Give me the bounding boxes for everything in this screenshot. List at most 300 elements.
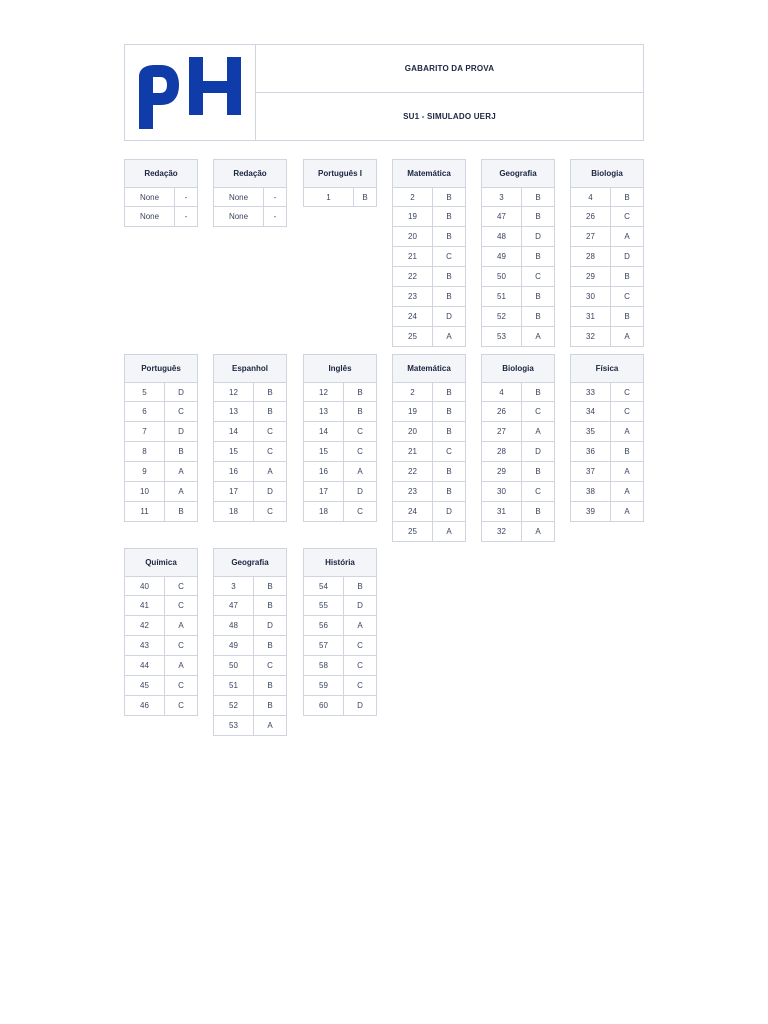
table-row	[124, 462, 198, 482]
table-row	[570, 422, 644, 442]
answer-letter: C	[624, 387, 630, 397]
question-number: 24	[393, 502, 433, 521]
question-number: 10	[125, 482, 165, 501]
question-number: 30	[482, 482, 522, 501]
question-number: 42	[125, 616, 165, 635]
table-row	[392, 227, 466, 247]
answer-letter: D	[267, 487, 273, 496]
question-number: 19	[393, 207, 433, 226]
answer-letter: D	[178, 427, 184, 436]
question-number: 59	[304, 676, 344, 695]
answer-letter: A	[446, 527, 452, 536]
table-row	[570, 482, 644, 502]
question-number: 35	[571, 422, 611, 441]
answer-letter: B	[535, 292, 541, 301]
table-row	[570, 382, 644, 402]
table-row	[303, 596, 377, 616]
question-number: 48	[482, 227, 522, 246]
answer-letter: C	[624, 212, 630, 221]
table-row	[303, 402, 377, 422]
answer-letter: B	[535, 212, 541, 221]
table-row	[213, 596, 287, 616]
table-row	[570, 442, 644, 462]
question-number: 46	[125, 696, 165, 715]
answer-table	[124, 354, 198, 522]
question-number: 58	[304, 656, 344, 675]
table-row	[303, 382, 377, 402]
question-number: 31	[571, 307, 611, 326]
question-number: 20	[393, 227, 433, 246]
table-subject-header: Matemática	[392, 354, 466, 382]
answer-table	[213, 159, 287, 227]
question-number: 14	[304, 422, 344, 441]
question-number: 6	[125, 402, 165, 421]
question-number: 21	[393, 247, 433, 266]
answer-letter: B	[267, 601, 273, 610]
question-number: 52	[214, 696, 254, 715]
answer-letter: B	[446, 387, 452, 397]
question-number: 31	[482, 502, 522, 521]
answer-letter: B	[624, 447, 630, 456]
answer-letter: A	[178, 467, 184, 476]
answer-letter: C	[178, 601, 184, 610]
question-number: 15	[304, 442, 344, 461]
answer-letter: B	[267, 581, 273, 591]
answer-letter: D	[446, 507, 452, 516]
table-subject-header: Português I	[303, 159, 377, 187]
answer-letter: C	[535, 487, 541, 496]
answer-letter: B	[357, 387, 363, 397]
table-row	[392, 287, 466, 307]
answer-letter: D	[357, 487, 363, 496]
question-number: None	[125, 207, 175, 226]
question-number: 14	[214, 422, 254, 441]
answer-letter: B	[535, 467, 541, 476]
question-number: 54	[304, 577, 344, 595]
answer-letter: C	[624, 407, 630, 416]
answer-letter: B	[267, 701, 273, 710]
table-subject-header: Inglês	[303, 354, 377, 382]
table-row	[303, 656, 377, 676]
question-number: 52	[482, 307, 522, 326]
table-row	[392, 207, 466, 227]
table-row	[481, 187, 555, 207]
answer-letter: C	[446, 447, 452, 456]
question-number: None	[214, 207, 264, 226]
question-number: 20	[393, 422, 433, 441]
question-number: 51	[482, 287, 522, 306]
table-row	[481, 422, 555, 442]
answer-table	[303, 159, 377, 207]
answer-letter: B	[446, 487, 452, 496]
table-subject-header: Espanhol	[213, 354, 287, 382]
answer-table	[481, 354, 555, 542]
answer-letter: -	[184, 212, 188, 221]
table-subject-header: Geografia	[213, 548, 287, 576]
logo	[125, 45, 256, 140]
question-number: 47	[214, 596, 254, 615]
answer-table	[481, 159, 555, 347]
question-number: 51	[214, 676, 254, 695]
answer-table	[570, 159, 644, 347]
question-number: 33	[571, 383, 611, 401]
answer-letter: B	[362, 192, 368, 202]
table-row	[392, 327, 466, 347]
answer-letter: -	[273, 192, 277, 202]
table-row	[213, 502, 287, 522]
table-row	[392, 247, 466, 267]
table-row	[124, 656, 198, 676]
answer-letter: C	[535, 407, 541, 416]
table-row	[481, 482, 555, 502]
question-number: None	[125, 188, 175, 206]
answer-key-header	[124, 44, 644, 141]
answer-letter: A	[624, 332, 630, 341]
answer-letter: B	[624, 192, 630, 202]
question-number: 9	[125, 462, 165, 481]
question-number: 60	[304, 696, 344, 715]
table-row	[570, 502, 644, 522]
table-row	[481, 307, 555, 327]
question-number: 37	[571, 462, 611, 481]
answer-letter: B	[535, 387, 541, 397]
answer-letter: -	[273, 212, 277, 221]
question-number: 16	[304, 462, 344, 481]
question-number: 57	[304, 636, 344, 655]
table-row	[213, 382, 287, 402]
table-subject-header: Física	[570, 354, 644, 382]
answer-letter: A	[267, 721, 273, 730]
question-number: 13	[304, 402, 344, 421]
question-number: 27	[571, 227, 611, 246]
answer-letter: C	[357, 507, 363, 516]
answer-letter: B	[357, 407, 363, 416]
table-row	[570, 462, 644, 482]
question-number: 47	[482, 207, 522, 226]
question-number: 2	[393, 188, 433, 206]
question-number: 21	[393, 442, 433, 461]
table-row	[481, 287, 555, 307]
question-number: 38	[571, 482, 611, 501]
answer-letter: B	[624, 312, 630, 321]
answer-table	[303, 354, 377, 522]
answer-table	[124, 548, 198, 716]
table-row	[570, 307, 644, 327]
answer-letter: C	[178, 681, 184, 690]
question-number: 27	[482, 422, 522, 441]
table-row	[124, 207, 198, 227]
table-row	[303, 696, 377, 716]
table-row	[303, 676, 377, 696]
answer-letter: C	[357, 427, 363, 436]
answer-letter: A	[178, 621, 184, 630]
answer-letter: B	[535, 252, 541, 261]
answer-letter: D	[178, 387, 184, 397]
question-number: 28	[571, 247, 611, 266]
table-row	[481, 267, 555, 287]
question-number: None	[214, 188, 264, 206]
table-row	[570, 327, 644, 347]
question-number: 24	[393, 307, 433, 326]
question-number: 4	[571, 188, 611, 206]
table-row	[213, 616, 287, 636]
table-subject-header: Biologia	[481, 354, 555, 382]
answer-letter: -	[184, 192, 188, 202]
answer-letter: B	[446, 407, 452, 416]
question-number: 53	[214, 716, 254, 735]
answer-letter: D	[535, 232, 541, 241]
answer-letter: B	[446, 427, 452, 436]
question-number: 36	[571, 442, 611, 461]
answer-letter: C	[535, 272, 541, 281]
exam-subtitle: SU1 - SIMULADO UERJ	[256, 92, 643, 140]
question-number: 4	[482, 383, 522, 401]
question-number: 8	[125, 442, 165, 461]
table-row	[481, 247, 555, 267]
question-number: 30	[571, 287, 611, 306]
table-row	[392, 307, 466, 327]
answer-letter: C	[357, 641, 363, 650]
question-number: 19	[393, 402, 433, 421]
answer-letter: D	[267, 621, 273, 630]
table-row	[213, 676, 287, 696]
answer-letter: D	[446, 312, 452, 321]
answer-letter: B	[178, 507, 184, 516]
answer-table	[392, 159, 466, 347]
table-row	[124, 422, 198, 442]
question-number: 50	[482, 267, 522, 286]
question-number: 29	[482, 462, 522, 481]
question-number: 23	[393, 482, 433, 501]
question-number: 32	[482, 522, 522, 541]
table-row	[481, 207, 555, 227]
table-row	[303, 482, 377, 502]
question-number: 44	[125, 656, 165, 675]
answer-table	[392, 354, 466, 542]
table-row	[392, 382, 466, 402]
table-row	[124, 616, 198, 636]
question-number: 22	[393, 462, 433, 481]
answer-letter: C	[267, 661, 273, 670]
table-row	[481, 382, 555, 402]
question-number: 18	[214, 502, 254, 521]
table-row	[124, 187, 198, 207]
answer-letter: C	[178, 701, 184, 710]
question-number: 17	[304, 482, 344, 501]
answer-letter: B	[446, 212, 452, 221]
answer-table	[213, 354, 287, 522]
question-number: 32	[571, 327, 611, 346]
answer-letter: B	[446, 292, 452, 301]
table-subject-header: Biologia	[570, 159, 644, 187]
answer-letter: C	[357, 661, 363, 670]
answer-letter: C	[446, 252, 452, 261]
table-row	[124, 382, 198, 402]
question-number: 34	[571, 402, 611, 421]
table-row	[303, 636, 377, 656]
table-row	[303, 442, 377, 462]
answer-letter: B	[357, 581, 363, 591]
table-row	[481, 402, 555, 422]
answer-letter: C	[178, 581, 184, 591]
table-row	[213, 462, 287, 482]
question-number: 45	[125, 676, 165, 695]
question-number: 17	[214, 482, 254, 501]
answer-letter: B	[535, 507, 541, 516]
answer-letter: A	[624, 427, 630, 436]
question-number: 15	[214, 442, 254, 461]
table-subject-header: História	[303, 548, 377, 576]
table-row	[303, 422, 377, 442]
question-number: 53	[482, 327, 522, 346]
table-subject-header: Português	[124, 354, 198, 382]
question-number: 23	[393, 287, 433, 306]
table-row	[213, 482, 287, 502]
table-row	[303, 187, 377, 207]
answer-letter: B	[446, 272, 452, 281]
answer-letter: A	[357, 621, 363, 630]
answer-letter: B	[267, 387, 273, 397]
question-number: 3	[482, 188, 522, 206]
table-row	[481, 327, 555, 347]
question-number: 22	[393, 267, 433, 286]
question-number: 12	[214, 383, 254, 401]
answer-letter: A	[624, 232, 630, 241]
question-number: 29	[571, 267, 611, 286]
answer-letter: A	[535, 332, 541, 341]
answer-letter: A	[624, 467, 630, 476]
table-row	[481, 442, 555, 462]
table-subject-header: Geografia	[481, 159, 555, 187]
table-row	[481, 502, 555, 522]
answer-letter: C	[357, 447, 363, 456]
table-row	[570, 207, 644, 227]
question-number: 2	[393, 383, 433, 401]
answer-letter: B	[446, 192, 452, 202]
answer-letter: A	[446, 332, 452, 341]
table-row	[124, 676, 198, 696]
answer-letter: C	[178, 407, 184, 416]
question-number: 55	[304, 596, 344, 615]
table-row	[213, 636, 287, 656]
question-number: 26	[571, 207, 611, 226]
answer-letter: B	[446, 232, 452, 241]
table-row	[124, 636, 198, 656]
table-row	[392, 482, 466, 502]
question-number: 56	[304, 616, 344, 635]
question-number: 11	[125, 502, 165, 521]
table-row	[303, 502, 377, 522]
table-row	[213, 656, 287, 676]
table-row	[303, 616, 377, 636]
answer-letter: C	[267, 427, 273, 436]
table-row	[213, 422, 287, 442]
table-row	[392, 442, 466, 462]
table-row	[392, 522, 466, 542]
table-row	[570, 267, 644, 287]
question-number: 1	[304, 188, 354, 206]
ph-logo-icon	[137, 55, 243, 131]
question-number: 3	[214, 577, 254, 595]
answer-letter: A	[267, 467, 273, 476]
answer-letter: B	[535, 312, 541, 321]
table-subject-header: Redação	[124, 159, 198, 187]
table-row	[392, 422, 466, 442]
answer-table	[303, 548, 377, 716]
table-row	[570, 187, 644, 207]
table-row	[124, 696, 198, 716]
question-number: 18	[304, 502, 344, 521]
question-number: 25	[393, 327, 433, 346]
table-row	[392, 462, 466, 482]
question-number: 40	[125, 577, 165, 595]
answer-letter: A	[624, 487, 630, 496]
table-subject-header: Redação	[213, 159, 287, 187]
answer-letter: A	[178, 661, 184, 670]
answer-letter: C	[624, 292, 630, 301]
answer-letter: B	[267, 407, 273, 416]
answer-letter: B	[446, 467, 452, 476]
answer-letter: A	[178, 487, 184, 496]
answer-letter: A	[357, 467, 363, 476]
question-number: 43	[125, 636, 165, 655]
answer-table	[124, 159, 198, 227]
question-number: 26	[482, 402, 522, 421]
question-number: 5	[125, 383, 165, 401]
table-row	[124, 402, 198, 422]
answer-letter: D	[535, 447, 541, 456]
table-row	[213, 187, 287, 207]
answer-letter: D	[357, 601, 363, 610]
table-row	[213, 696, 287, 716]
answer-letter: C	[178, 641, 184, 650]
table-row	[392, 502, 466, 522]
table-row	[392, 187, 466, 207]
table-row	[392, 402, 466, 422]
question-number: 12	[304, 383, 344, 401]
table-row	[213, 442, 287, 462]
question-number: 48	[214, 616, 254, 635]
table-row	[213, 207, 287, 227]
table-row	[124, 576, 198, 596]
question-number: 41	[125, 596, 165, 615]
table-row	[570, 402, 644, 422]
answer-letter: A	[624, 507, 630, 516]
answer-letter: B	[624, 272, 630, 281]
table-row	[481, 462, 555, 482]
table-row	[303, 462, 377, 482]
table-row	[570, 287, 644, 307]
question-number: 16	[214, 462, 254, 481]
table-row	[481, 227, 555, 247]
table-row	[481, 522, 555, 542]
answer-letter: D	[624, 252, 630, 261]
answer-letter: C	[267, 447, 273, 456]
question-number: 13	[214, 402, 254, 421]
question-number: 28	[482, 442, 522, 461]
question-number: 50	[214, 656, 254, 675]
table-row	[213, 576, 287, 596]
question-number: 39	[571, 502, 611, 521]
answer-letter: B	[267, 641, 273, 650]
question-number: 25	[393, 522, 433, 541]
document-title: GABARITO DA PROVA	[404, 64, 495, 73]
table-row	[570, 227, 644, 247]
table-row	[124, 596, 198, 616]
answer-letter: C	[267, 507, 273, 516]
table-row	[392, 267, 466, 287]
table-subject-header: Química	[124, 548, 198, 576]
